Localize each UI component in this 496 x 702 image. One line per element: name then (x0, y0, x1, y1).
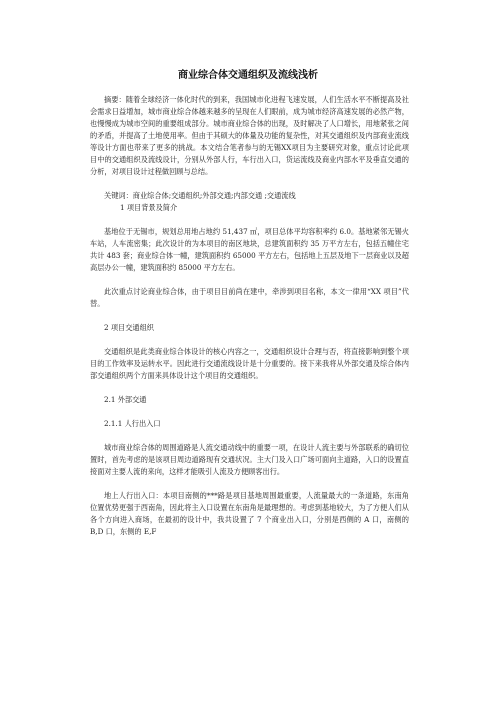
keywords-line: 关键词：商业综合体;交通组织;外部交通;内部交通 ;交通流线 (104, 191, 296, 200)
paragraph-pedestrian-entrances: 地上人行出入口：本项目南侧的***路是项目基地周围最重要，人流量最大的一条道路，东南角位置优势更强于西南角，因此将主入口设置在东南角是最理想的。考虑到基地较大，为了方便人们从各个方向进入商场，在最初的设计中，我共设置了 7 个商业出入口，分别是西侧的 A 口，南侧的 B,D 口，东侧的 E,F (90, 491, 409, 536)
section-heading-2: 2 项目交通组织 (104, 323, 154, 332)
paper-body (90, 94, 409, 538)
section-heading-2-1: 2.1 外部交通 (104, 395, 147, 404)
paper-title: 商业综合体交通组织及流线浅析 (178, 70, 318, 81)
section-heading-2-1-1: 2.1.1 人行出入口 (104, 419, 161, 428)
abstract-paragraph: 摘要：随着全球经济一体化时代的到来，我国城市化进程飞速发展，人们生活水平不断提高及社会需求日益增加，城市商业综合体越来越多的呈现在人们眼前，成为城市经济高速发展的必然产物，也慢慢成为城市空间的重要组成部分。城市商业综合体的出现，及时解决了人口增长，用地紧张之间的矛盾，并提高了土地使用率。但由于其硕大的体量及功能的复杂性，对其交通组织及内部商业流线等设计方面也带来了更多的挑战。本文结合笔者参与的无锡XX项目为主要研究对象，重点讨论此项目中的交通组织及流线设计，分别从外部人行，车行出入口，货运流线及商业内部水平及垂直交通的分析，对项目设计过程做回顾与总结。 (90, 95, 409, 176)
paragraph-surrounding-roads: 城市商业综合体的周围道路是人流交通动线中的重要一项，在设计人流主要与外部联系的确切位置时，首先考虑的是该项目周边道路现有交通状况。主大门及入口广场可面向主道路，入口的设置直接面对主要人流的来向，这样才能吸引人流及方便顾客出行。 (90, 443, 409, 476)
section-heading-1: 1 项目背景及简介 (120, 203, 178, 212)
paragraph-project-name: 此次重点讨论商业综合体，由于项目目前尚在建中，牵涉到项目名称，本文一律用“XX 项目”代替。 (90, 287, 409, 308)
paragraph-traffic-organization: 交通组织是此类商业综合体设计的核心内容之一，交通组织设计合理与否，将直接影响到整个项目的工作效率及运转水平。因此进行交通流线设计是十分重要的。接下来我将从外部交通及综合体内部交通组织两个方面来具体设计这个项目的交通组织。 (90, 347, 409, 380)
paragraph-background: 基地位于无锡市，规划总用地占地约 51,437 ㎡，项目总体平均容积率约 6.0。基地紧邻无锡火车站，人车流密集；此次设计的为本项目的南区地块，总建筑面积约 35 万平方左右，包括五幢住宅共计 483 套；商业综合体一幢，建筑面积约 65000 平方左右，包括地上五层及地下一层商业以及超高层办公一幢，建筑面积约 85000 平方左右。 (90, 227, 409, 272)
